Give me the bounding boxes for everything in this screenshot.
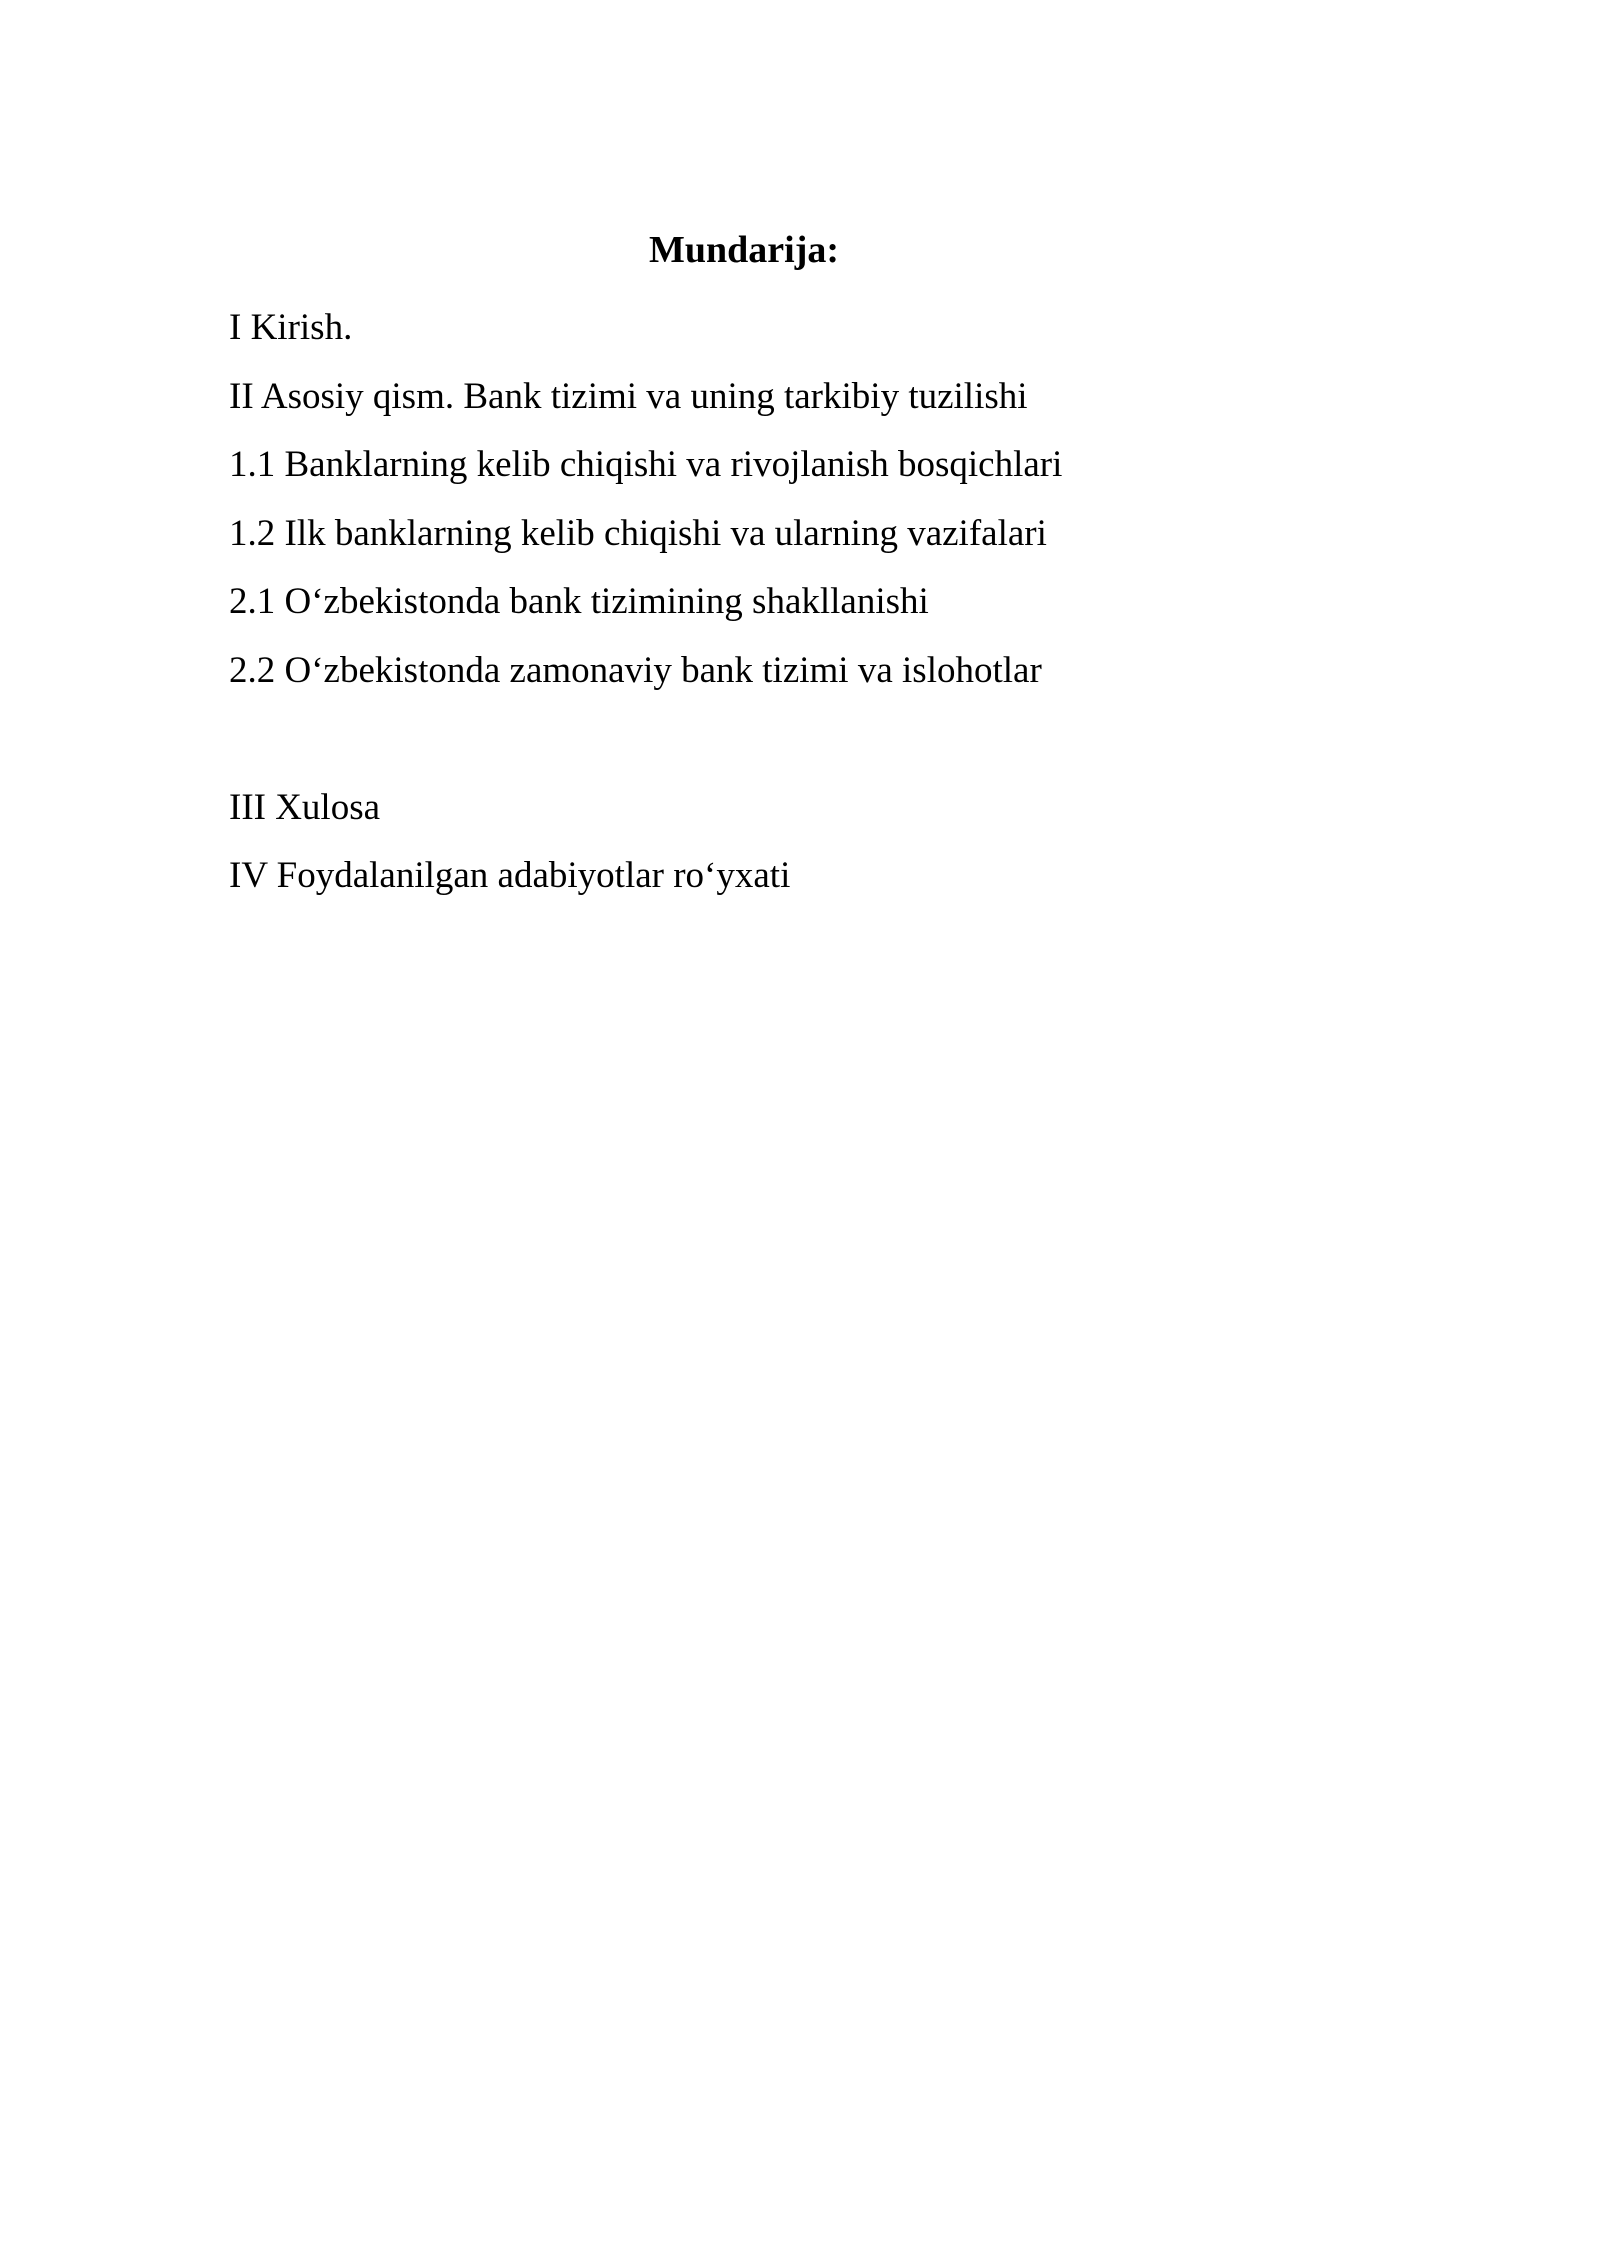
toc-item-2-1: 2.1 O‘zbekistonda bank tizimining shakllanishi <box>229 581 929 622</box>
toc-item-main-part: II Asosiy qism. Bank tizimi va uning tarkibiy tuzilishi <box>229 375 1028 417</box>
toc-item-1-1: 1.1 Banklarning kelib chiqishi va rivojlanish bosqichlari <box>229 444 1063 485</box>
toc-item-2-2: 2.2 O‘zbekistonda zamonaviy bank tizimi va islohotlar <box>229 649 1042 691</box>
toc-item-introduction: I Kirish. <box>229 307 353 348</box>
toc-item-conclusion: III Xulosa <box>229 786 381 828</box>
table-of-contents <box>229 294 1429 911</box>
page-title: Mundarija: <box>649 229 839 271</box>
toc-item-references: IV Foydalanilgan adabiyotlar ro‘yxati <box>229 855 791 896</box>
toc-blank-line <box>229 705 1429 774</box>
toc-item-1-2: 1.2 Ilk banklarning kelib chiqishi va ularning vazifalari <box>229 512 1047 554</box>
